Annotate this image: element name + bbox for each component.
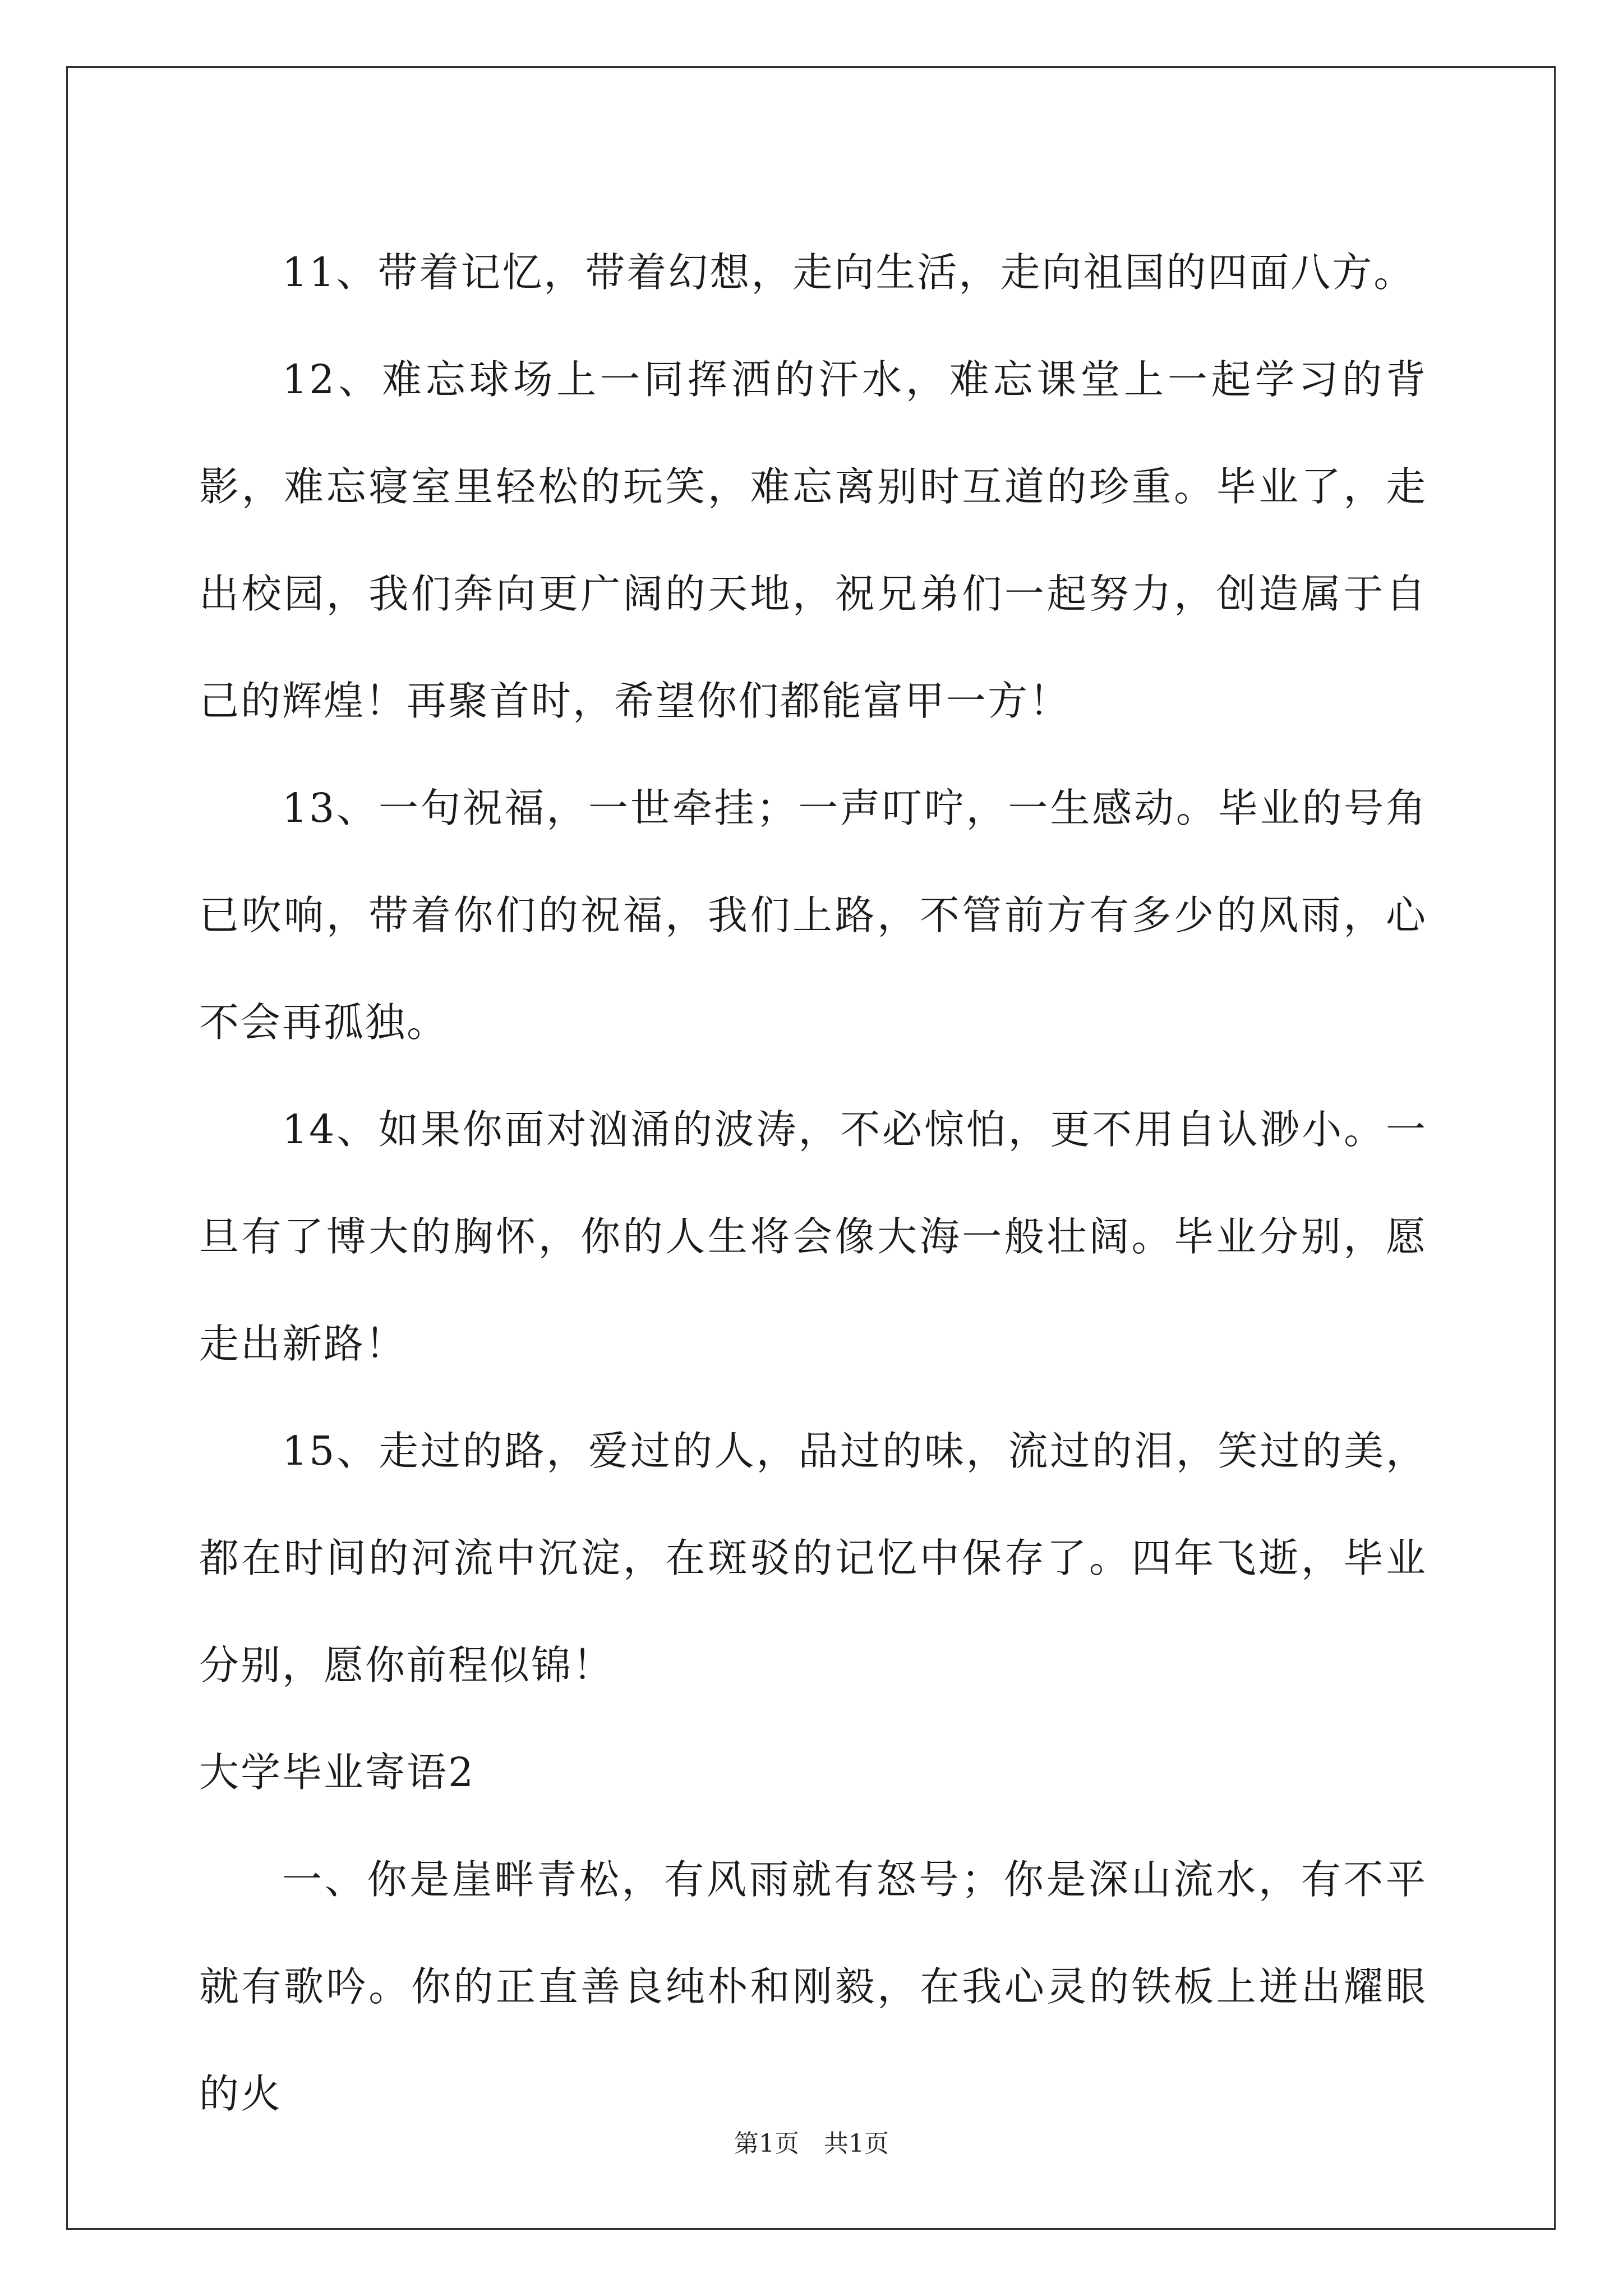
document-body — [199, 219, 1427, 2147]
section-heading: 大学毕业寄语2 — [199, 1749, 476, 1796]
paragraph-11: 11、带着记忆，带着幻想，走向生活，走向祖国的四面八方。 — [282, 249, 1415, 296]
page-number-footer: 第1页 共1页 — [734, 2129, 889, 2158]
paragraph-13: 13、一句祝福，一世牵挂；一声叮咛，一生感动。毕业的号角已吹响，带着你们的祝福，我们上路，不管前方有多少的风雨，心不会再孤独。 — [199, 785, 1427, 1046]
paragraph-one: 一、你是崖畔青松，有风雨就有怒号；你是深山流水，有不平就有歌吟。你的正直善良纯朴和刚毅，在我心灵的铁板上迸出耀眼的火 — [199, 1856, 1427, 2117]
paragraph-12: 12、难忘球场上一同挥洒的汗水，难忘课堂上一起学习的背影，难忘寝室里轻松的玩笑，难忘离别时互道的珍重。毕业了，走出校园，我们奔向更广阔的天地，祝兄弟们一起努力，创造属于自己的辉煌！再聚首时，希望你们都能富甲一方！ — [199, 356, 1427, 724]
paragraph-15: 15、走过的路，爱过的人，品过的味，流过的泪，笑过的美，都在时间的河流中沉淀，在斑驳的记忆中保存了。四年飞逝，毕业分别，愿你前程似锦！ — [199, 1428, 1427, 1688]
paragraph-14: 14、如果你面对汹涌的波涛，不必惊怕，更不用自认渺小。一旦有了博大的胸怀，你的人生将会像大海一般壮阔。毕业分别，愿走出新路！ — [199, 1106, 1427, 1367]
